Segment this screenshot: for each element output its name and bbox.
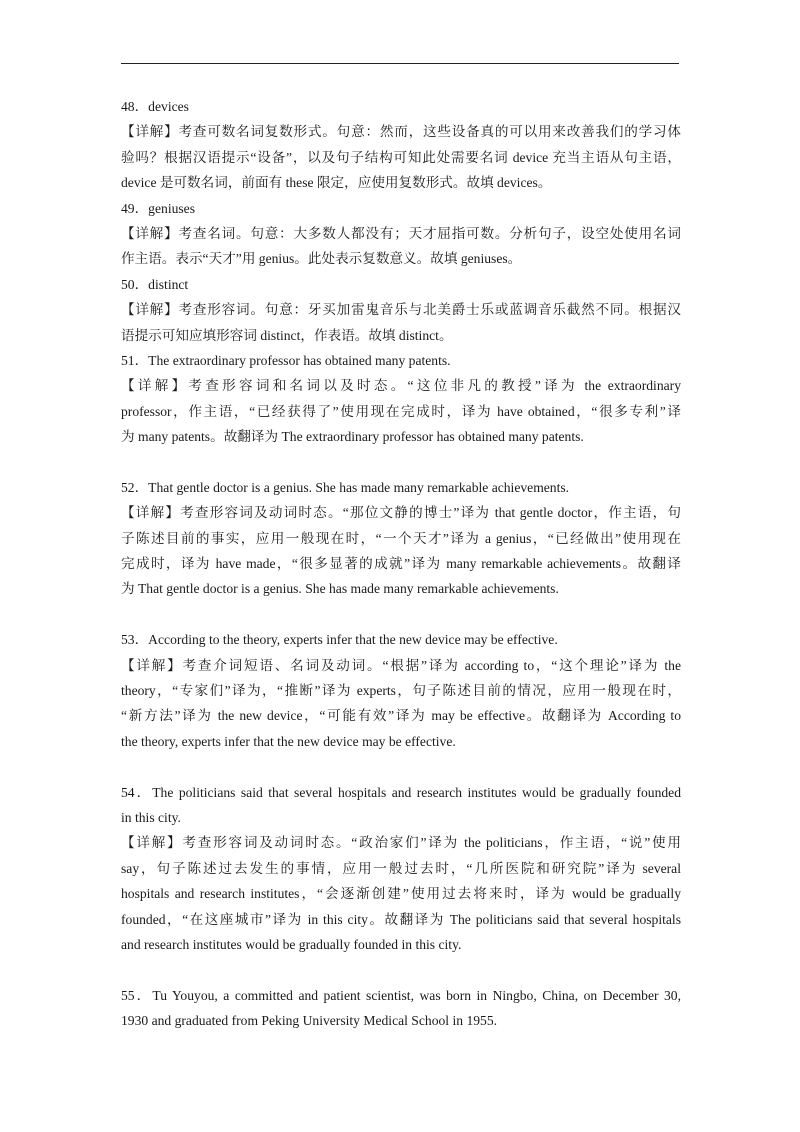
paragraph <box>121 297 681 348</box>
paragraph <box>121 983 681 1034</box>
text-line: and research institutes would be gradually founded in this city. <box>121 936 462 952</box>
text-line: 【详解】考查名词。句意：大多数人都没有；天才屈指可数。分析句子，设空处使用名词 <box>121 225 681 241</box>
text-line: theory，“专家们”译为，“推断”译为 experts，句子陈述目前的情况，应用一般现在时， <box>121 682 681 698</box>
text-line: 48．devices <box>121 99 189 114</box>
paragraph <box>121 627 681 652</box>
paragraph <box>121 119 681 195</box>
paragraph <box>121 780 681 831</box>
text-line: “新方法”译为 the new device，“可能有效”译为 may be effective。故翻译为 According to <box>121 708 681 724</box>
text-line: 【详解】考查形容词及动词时态。“那位文静的博士”译为 that gentle doctor，作主语，句 <box>121 505 681 521</box>
text-line: 验吗？根据汉语提示“设备”，以及句子结构可知此处需要名词 device 充当主语从句主语， <box>121 149 681 165</box>
paragraph <box>121 373 681 449</box>
text-line: 子陈述目前的事实，应用一般现在时，“一个天才”译为 a genius，“已经做出”使用现在 <box>121 530 681 546</box>
text-line: 完成时，译为 have made，“很多显著的成就”译为 many remarkable achievements。故翻译 <box>121 556 681 572</box>
paragraph <box>121 500 681 602</box>
paragraph-gap <box>121 754 681 779</box>
text-line: 【详解】考查形容词。句意：牙买加雷鬼音乐与北美爵士乐或蓝调音乐截然不同。根据汉 <box>121 302 681 318</box>
text-line: hospitals and research institutes，“会逐渐创建”使用过去将来时，译为 would be gradually <box>121 886 681 902</box>
paragraph <box>121 196 681 221</box>
text-line: device 是可数名词，前面有 these 限定，应使用复数形式。故填 devices。 <box>121 175 552 191</box>
text-line: 【详解】考查形容词和名词以及时态。“这位非凡的教授”译为 the extraordinary <box>121 378 681 394</box>
paragraph <box>121 348 681 373</box>
text-line: in this city. <box>121 809 181 825</box>
text-line: 作主语。表示“天才”用 genius。此处表示复数意义。故填 geniuses。 <box>121 251 522 267</box>
text-line: 为 many patents。故翻译为 The extraordinary professor has obtained many patents. <box>121 429 584 445</box>
text-line: 1930 and graduated from Peking University Medical School in 1955. <box>121 1013 498 1029</box>
text-line: 49．geniuses <box>121 200 196 216</box>
text-line: 55．Tu Youyou, a committed and patient scientist, was born in Ningbo, China, on December 30, <box>121 987 681 1003</box>
text-line: 为 That gentle doctor is a genius. She has made many remarkable achievements. <box>121 581 559 597</box>
text-line: 52．That gentle doctor is a genius. She has made many remarkable achievements. <box>121 479 570 495</box>
paragraph-gap <box>121 957 681 982</box>
text-line: 51．The extraordinary professor has obtained many patents. <box>121 352 451 368</box>
text-line: say，句子陈述过去发生的事情，应用一般过去时，“几所医院和研究院”译为 several <box>121 860 681 876</box>
paragraph-gap <box>121 449 681 474</box>
text-line: the theory, experts infer that the new device may be effective. <box>121 733 456 749</box>
paragraph-gap <box>121 602 681 627</box>
text-line: 53．According to the theory, experts infer that the new device may be effective. <box>121 632 558 648</box>
answer-explanations <box>121 94 681 1033</box>
paragraph <box>121 475 681 500</box>
text-line: 【详解】考查形容词及动词时态。“政治家们”译为 the politicians，作主语，“说”使用 <box>121 835 681 851</box>
text-line: professor，作主语，“已经获得了”使用现在完成时，译为 have obtained，“很多专利”译 <box>121 403 681 419</box>
paragraph <box>121 272 681 297</box>
top-rule <box>121 63 679 64</box>
text-line: 【详解】考查介词短语、名词及动词。“根据”译为 according to，“这个理论”译为 the <box>121 657 681 673</box>
text-line: 50．distinct <box>121 276 189 292</box>
paragraph <box>121 94 681 119</box>
paragraph <box>121 830 681 957</box>
paragraph <box>121 653 681 755</box>
paragraph <box>121 221 681 272</box>
text-line: 54．The politicians said that several hospitals and research institutes would be gradually founded <box>121 784 681 800</box>
text-line: 语提示可知应填形容词 distinct，作表语。故填 distinct。 <box>121 327 453 343</box>
text-line: 【详解】考查可数名词复数形式。句意：然而，这些设备真的可以用来改善我们的学习体 <box>121 124 681 140</box>
text-line: founded，“在这座城市”译为 in this city。故翻译为 The politicians said that several hospitals <box>121 911 681 927</box>
